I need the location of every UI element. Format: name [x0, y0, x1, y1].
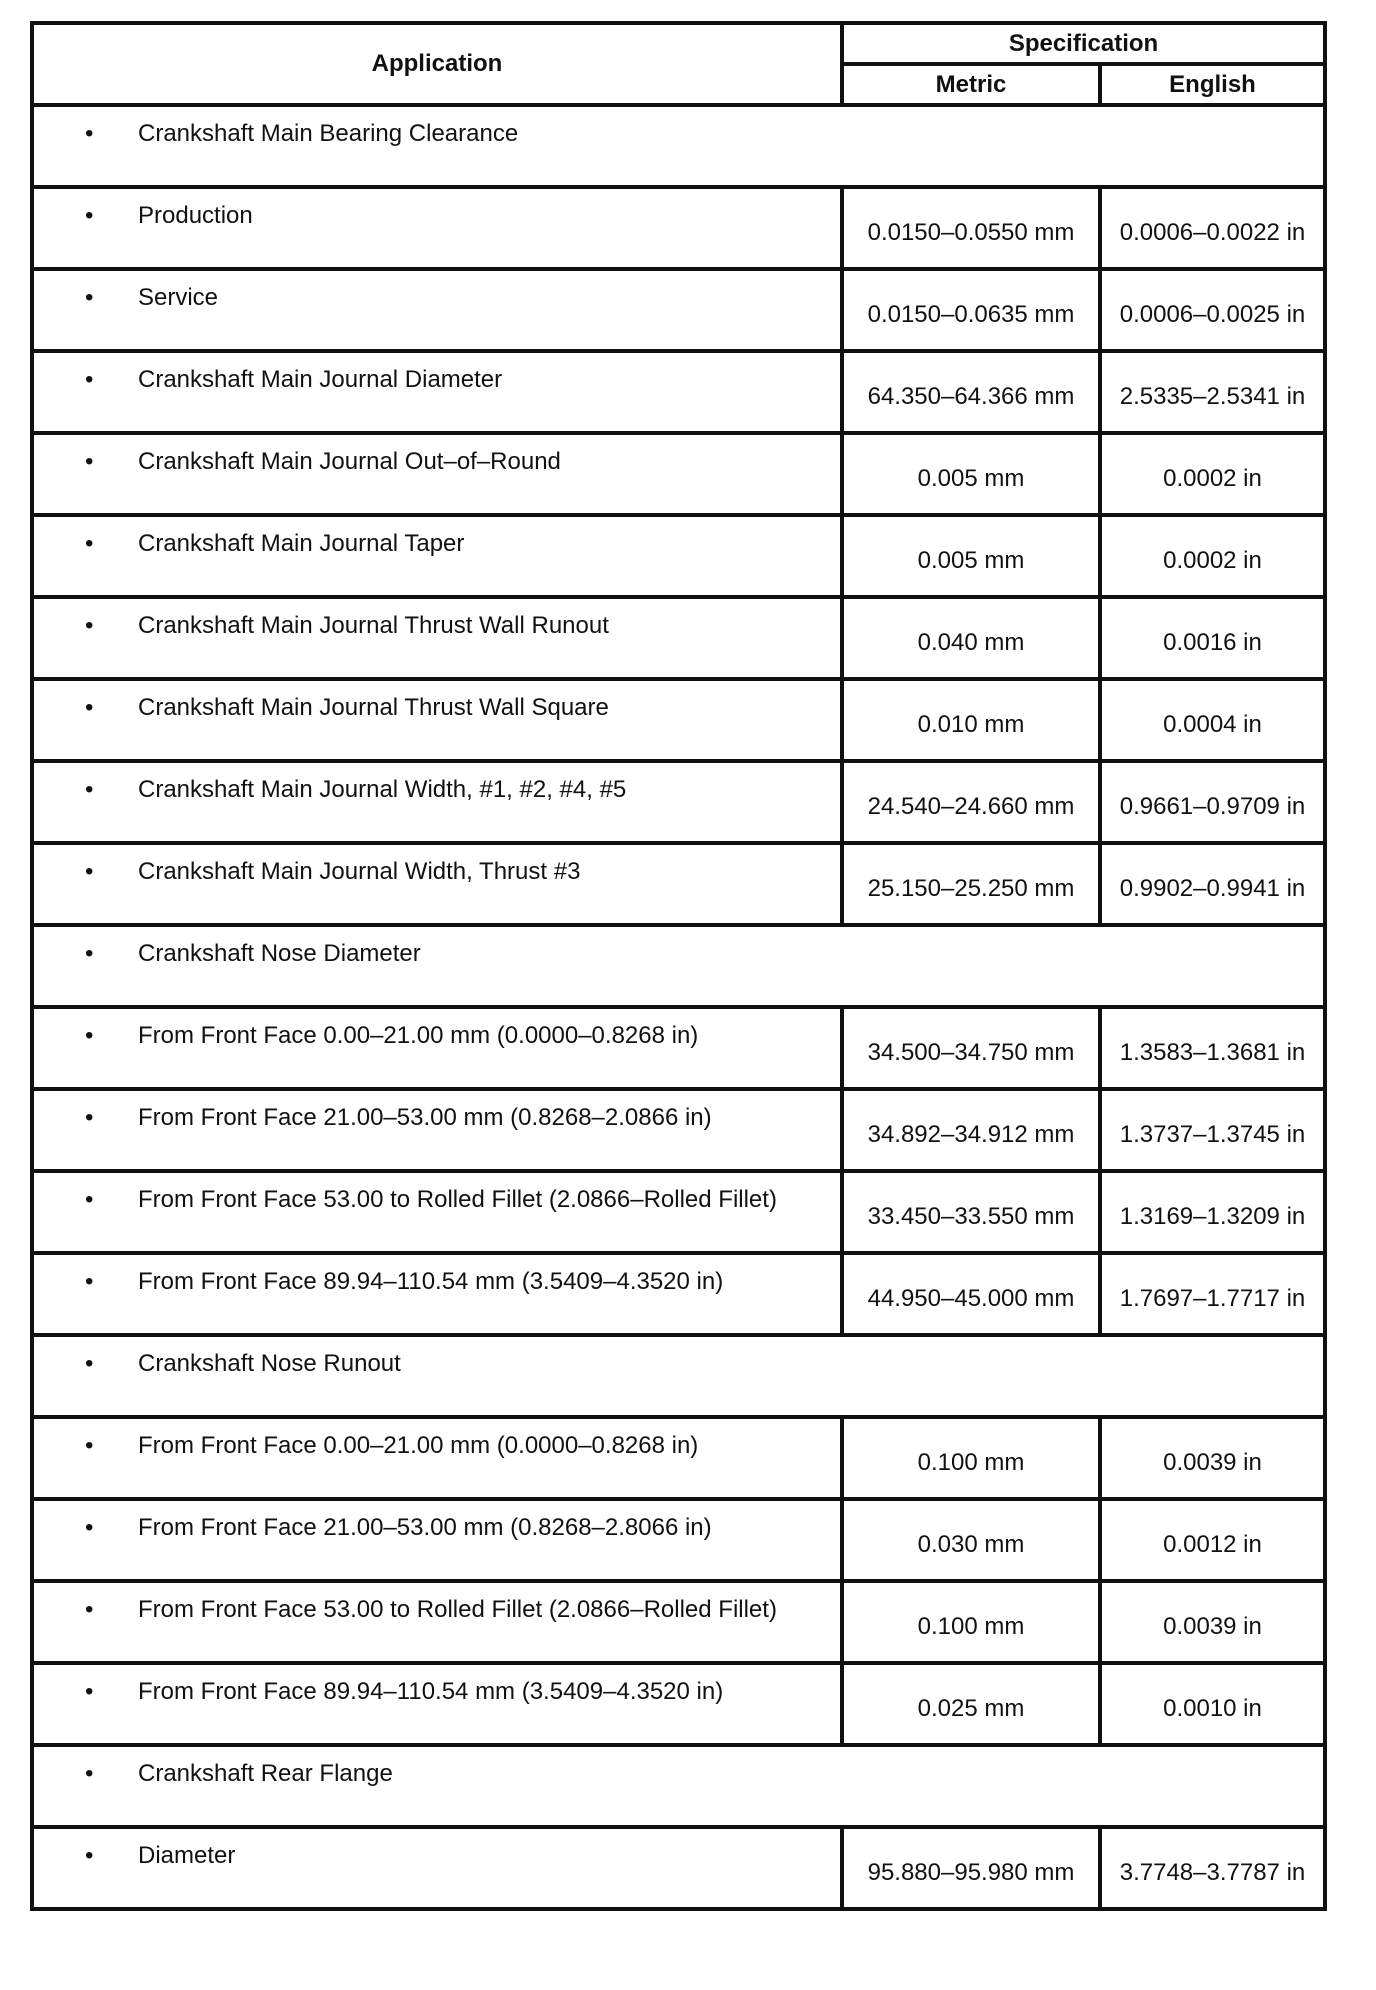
application-cell: [32, 843, 842, 925]
bullet-icon: •: [85, 1596, 94, 1623]
english-value: 1.3737–1.3745 in: [1119, 1121, 1306, 1148]
application-label: Crankshaft Main Journal Thrust Wall Runout: [138, 612, 609, 639]
english-cell: [1100, 843, 1325, 925]
metric-value: 0.010 mm: [917, 711, 1025, 738]
metric-cell: [842, 1089, 1100, 1171]
application-cell: [32, 679, 842, 761]
bullet-icon: •: [85, 1760, 94, 1787]
bullet-icon: •: [85, 1186, 94, 1213]
application-label: From Front Face 53.00 to Rolled Fillet (2.0866–Rolled Fillet): [138, 1596, 777, 1623]
table-row: [32, 679, 1325, 761]
application-label: From Front Face 0.00–21.00 mm (0.0000–0.8268 in): [138, 1432, 699, 1459]
application-cell: [32, 1171, 842, 1253]
metric-value: 0.025 mm: [917, 1695, 1025, 1722]
bullet-icon: •: [85, 1432, 94, 1459]
application-cell: [32, 269, 842, 351]
english-cell: [1100, 1827, 1325, 1909]
application-header: Application: [32, 23, 842, 105]
metric-cell: [842, 433, 1100, 515]
group-heading-cell: [32, 925, 1325, 1007]
table-row: [32, 1007, 1325, 1089]
english-value: 0.0002 in: [1163, 547, 1262, 574]
english-cell: [1100, 761, 1325, 843]
application-label: Production: [138, 202, 253, 229]
metric-value: 0.100 mm: [917, 1613, 1025, 1640]
application-label: Crankshaft Nose Runout: [138, 1350, 401, 1377]
metric-cell: [842, 1499, 1100, 1581]
application-label: Crankshaft Rear Flange: [138, 1760, 393, 1787]
application-label: From Front Face 89.94–110.54 mm (3.5409–4.3520 in): [138, 1678, 724, 1705]
metric-cell: [842, 679, 1100, 761]
metric-value: 0.005 mm: [917, 547, 1025, 574]
bullet-icon: •: [85, 1350, 94, 1377]
group-heading-cell: [32, 1745, 1325, 1827]
table-row: [32, 1663, 1325, 1745]
english-value: 0.0039 in: [1163, 1449, 1262, 1476]
english-value: 1.7697–1.7717 in: [1119, 1285, 1306, 1312]
bullet-icon: •: [85, 1022, 94, 1049]
application-label: Crankshaft Main Bearing Clearance: [138, 120, 519, 147]
table-row: [32, 1581, 1325, 1663]
metric-cell: [842, 1007, 1100, 1089]
application-cell: [32, 1581, 842, 1663]
group-heading-cell: [32, 1335, 1325, 1417]
metric-cell: [842, 843, 1100, 925]
english-value: 1.3169–1.3209 in: [1119, 1203, 1306, 1230]
metric-value: 24.540–24.660 mm: [867, 793, 1075, 820]
english-cell: [1100, 1007, 1325, 1089]
bullet-icon: •: [85, 120, 94, 147]
english-value: 0.0039 in: [1163, 1613, 1262, 1640]
header-row-top: [32, 23, 1325, 64]
application-cell: [32, 187, 842, 269]
english-value: 0.0006–0.0022 in: [1119, 219, 1306, 246]
metric-cell: [842, 1417, 1100, 1499]
metric-value: 0.0150–0.0550 mm: [867, 219, 1075, 246]
application-cell: [32, 761, 842, 843]
metric-cell: [842, 187, 1100, 269]
english-value: 3.7748–3.7787 in: [1119, 1859, 1306, 1886]
table-row: [32, 1827, 1325, 1909]
english-cell: [1100, 679, 1325, 761]
bullet-icon: •: [85, 858, 94, 885]
bullet-icon: •: [85, 530, 94, 557]
application-label: Crankshaft Main Journal Taper: [138, 530, 465, 557]
bullet-icon: •: [85, 612, 94, 639]
application-label: Service: [138, 284, 219, 311]
table-body: [32, 105, 1325, 1909]
table-row: [32, 351, 1325, 433]
bullet-icon: •: [85, 1678, 94, 1705]
table-row: [32, 269, 1325, 351]
group-heading-cell: [32, 105, 1325, 187]
english-cell: [1100, 1663, 1325, 1745]
english-cell: [1100, 1499, 1325, 1581]
application-label: Diameter: [138, 1842, 236, 1869]
table-row: [32, 1253, 1325, 1335]
english-value: 0.0004 in: [1163, 711, 1262, 738]
bullet-icon: •: [85, 776, 94, 803]
specification-header: Specification: [842, 23, 1325, 64]
metric-cell: [842, 1253, 1100, 1335]
metric-value: 34.500–34.750 mm: [867, 1039, 1075, 1066]
english-value: 0.0010 in: [1163, 1695, 1262, 1722]
application-cell: [32, 351, 842, 433]
application-label: From Front Face 21.00–53.00 mm (0.8268–2.8066 in): [138, 1514, 712, 1541]
metric-value: 44.950–45.000 mm: [867, 1285, 1075, 1312]
metric-cell: [842, 1663, 1100, 1745]
english-cell: [1100, 187, 1325, 269]
metric-value: 0.100 mm: [917, 1449, 1025, 1476]
metric-cell: [842, 515, 1100, 597]
english-cell: [1100, 351, 1325, 433]
english-cell: [1100, 1417, 1325, 1499]
metric-value: 0.030 mm: [917, 1531, 1025, 1558]
table-row: [32, 187, 1325, 269]
bullet-icon: •: [85, 1104, 94, 1131]
application-cell: [32, 1253, 842, 1335]
application-label: Crankshaft Nose Diameter: [138, 940, 421, 967]
metric-header: Metric: [842, 64, 1100, 105]
english-value: 1.3583–1.3681 in: [1119, 1039, 1306, 1066]
english-cell: [1100, 1089, 1325, 1171]
metric-value: 0.040 mm: [917, 629, 1025, 656]
table-header: [32, 23, 1325, 105]
table-row: [32, 761, 1325, 843]
english-value: 0.0002 in: [1163, 465, 1262, 492]
table-row: [32, 1089, 1325, 1171]
english-value: 0.0012 in: [1163, 1531, 1262, 1558]
metric-cell: [842, 1171, 1100, 1253]
bullet-icon: •: [85, 940, 94, 967]
bullet-icon: •: [85, 1514, 94, 1541]
application-cell: [32, 597, 842, 679]
table-row: [32, 433, 1325, 515]
metric-value: 25.150–25.250 mm: [867, 875, 1075, 902]
application-label: Crankshaft Main Journal Thrust Wall Square: [138, 694, 609, 721]
application-cell: [32, 1827, 842, 1909]
table-row: [32, 1745, 1325, 1827]
application-label: Crankshaft Main Journal Out–of–Round: [138, 448, 561, 475]
table-row: [32, 515, 1325, 597]
table-row: [32, 843, 1325, 925]
specification-table: [30, 21, 1327, 1911]
english-cell: [1100, 1581, 1325, 1663]
metric-cell: [842, 597, 1100, 679]
english-cell: [1100, 269, 1325, 351]
application-cell: [32, 1007, 842, 1089]
english-value: 0.9902–0.9941 in: [1119, 875, 1306, 902]
metric-cell: [842, 1827, 1100, 1909]
bullet-icon: •: [85, 448, 94, 475]
table-row: [32, 1171, 1325, 1253]
table-row: [32, 1499, 1325, 1581]
english-value: 2.5335–2.5341 in: [1119, 383, 1306, 410]
table-row: [32, 925, 1325, 1007]
metric-cell: [842, 1581, 1100, 1663]
application-label: Crankshaft Main Journal Diameter: [138, 366, 503, 393]
metric-cell: [842, 351, 1100, 433]
english-value: 0.0006–0.0025 in: [1119, 301, 1306, 328]
application-label: From Front Face 53.00 to Rolled Fillet (2.0866–Rolled Fillet): [138, 1186, 777, 1213]
metric-value: 64.350–64.366 mm: [867, 383, 1075, 410]
table-row: [32, 105, 1325, 187]
application-cell: [32, 1089, 842, 1171]
bullet-icon: •: [85, 366, 94, 393]
english-cell: [1100, 597, 1325, 679]
table-row: [32, 1335, 1325, 1417]
bullet-icon: •: [85, 1268, 94, 1295]
english-value: 0.0016 in: [1163, 629, 1262, 656]
english-cell: [1100, 515, 1325, 597]
bullet-icon: •: [85, 1842, 94, 1869]
application-label: From Front Face 89.94–110.54 mm (3.5409–4.3520 in): [138, 1268, 724, 1295]
english-cell: [1100, 1171, 1325, 1253]
application-cell: [32, 433, 842, 515]
metric-value: 95.880–95.980 mm: [867, 1859, 1075, 1886]
english-value: 0.9661–0.9709 in: [1119, 793, 1306, 820]
application-cell: [32, 1417, 842, 1499]
application-cell: [32, 1663, 842, 1745]
application-label: Crankshaft Main Journal Width, Thrust #3: [138, 858, 581, 885]
metric-value: 0.0150–0.0635 mm: [867, 301, 1075, 328]
english-cell: [1100, 1253, 1325, 1335]
application-label: From Front Face 21.00–53.00 mm (0.8268–2.0866 in): [138, 1104, 712, 1131]
metric-value: 34.892–34.912 mm: [867, 1121, 1075, 1148]
metric-cell: [842, 269, 1100, 351]
bullet-icon: •: [85, 284, 94, 311]
bullet-icon: •: [85, 202, 94, 229]
application-label: Crankshaft Main Journal Width, #1, #2, #4, #5: [138, 776, 627, 803]
metric-value: 33.450–33.550 mm: [867, 1203, 1075, 1230]
english-cell: [1100, 433, 1325, 515]
table-row: [32, 1417, 1325, 1499]
metric-value: 0.005 mm: [917, 465, 1025, 492]
application-cell: [32, 515, 842, 597]
english-header: English: [1100, 64, 1325, 105]
table-row: [32, 597, 1325, 679]
application-label: From Front Face 0.00–21.00 mm (0.0000–0.8268 in): [138, 1022, 699, 1049]
application-cell: [32, 1499, 842, 1581]
bullet-icon: •: [85, 694, 94, 721]
metric-cell: [842, 761, 1100, 843]
